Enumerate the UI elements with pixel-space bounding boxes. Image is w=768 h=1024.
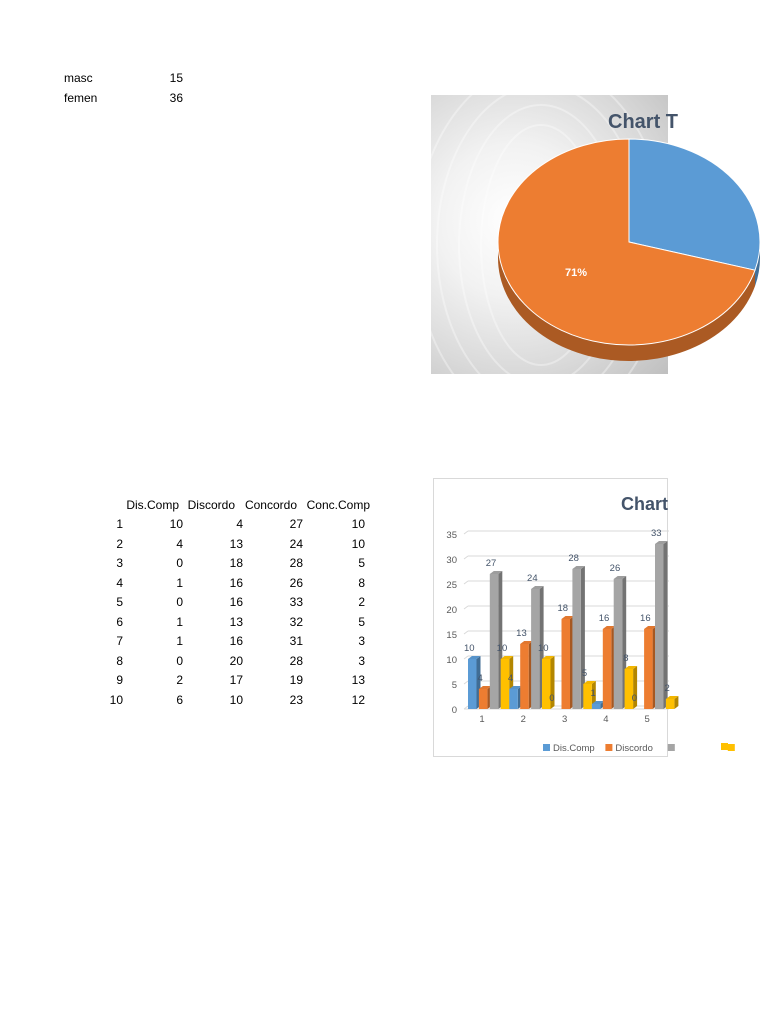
legend-swatch bbox=[728, 744, 735, 751]
bar-data-label: 4 bbox=[507, 673, 514, 684]
row-index: 6 bbox=[116, 614, 123, 629]
row-index: 8 bbox=[116, 653, 123, 668]
table-row bbox=[100, 671, 380, 690]
x-tick-label: 1 bbox=[479, 714, 485, 725]
gridline-stub bbox=[464, 681, 468, 684]
bar-chart-title: Chart bbox=[621, 494, 669, 514]
table-cell: 4 bbox=[236, 517, 243, 531]
table-row bbox=[100, 593, 380, 612]
x-tick-label: 4 bbox=[603, 714, 609, 725]
bar-data-label: 27 bbox=[485, 558, 497, 569]
table-cell: 33 bbox=[289, 595, 303, 609]
bar-data-label: 10 bbox=[496, 643, 508, 654]
row-index: 7 bbox=[116, 634, 123, 648]
table-cell: 31 bbox=[289, 634, 303, 648]
table-cell: 10 bbox=[169, 517, 183, 531]
y-tick-label: 10 bbox=[446, 655, 457, 666]
pie-chart-plot bbox=[431, 95, 668, 374]
row-index: 4 bbox=[116, 575, 123, 590]
y-tick-label: 20 bbox=[446, 605, 457, 616]
table-cell: 13 bbox=[229, 536, 243, 551]
table-cell: 20 bbox=[229, 653, 243, 668]
gridline-stub bbox=[464, 581, 468, 584]
legend-label: Dis.Comp bbox=[553, 743, 595, 754]
table-cell: 1 bbox=[176, 634, 183, 648]
table-cell: 0 bbox=[176, 653, 183, 668]
bar bbox=[501, 659, 510, 709]
gender-label: masc bbox=[64, 71, 93, 85]
table-row bbox=[100, 652, 380, 671]
table-cell: 16 bbox=[229, 595, 243, 609]
bar-data-label: 0 bbox=[549, 693, 555, 704]
gender-count: 15 bbox=[169, 71, 183, 85]
survey-response-table bbox=[100, 496, 380, 712]
table-cell: 12 bbox=[351, 692, 365, 707]
bar-data-label: 5 bbox=[581, 668, 588, 679]
table-cell: 32 bbox=[289, 614, 303, 629]
table-cell: 19 bbox=[289, 673, 303, 687]
table-cell: 13 bbox=[351, 673, 365, 687]
table-cell: 3 bbox=[358, 634, 365, 648]
table-cell: 8 bbox=[358, 575, 365, 590]
gridline-stub bbox=[464, 656, 468, 659]
table-cell: 16 bbox=[229, 634, 243, 648]
bar bbox=[666, 699, 675, 709]
table-cell: 4 bbox=[176, 536, 183, 551]
table-cell: 27 bbox=[289, 517, 303, 531]
bar-data-label: 28 bbox=[568, 553, 579, 564]
table-cell: 1 bbox=[176, 575, 183, 590]
table-cell: 28 bbox=[289, 556, 303, 570]
table-cell: 6 bbox=[176, 692, 183, 707]
y-tick-label: 5 bbox=[451, 680, 457, 691]
legend-swatch-series-4-overflow bbox=[721, 743, 728, 750]
y-tick-label: 25 bbox=[446, 580, 457, 591]
table-cell: 0 bbox=[176, 595, 183, 609]
table-row bbox=[100, 574, 380, 593]
bar-data-label: 10 bbox=[463, 643, 475, 654]
bar-data-label: 18 bbox=[557, 603, 569, 614]
bar-data-label: 33 bbox=[650, 528, 662, 539]
x-tick-label: 5 bbox=[644, 714, 650, 725]
y-tick-label: 30 bbox=[446, 555, 457, 566]
row-index: 2 bbox=[116, 536, 123, 551]
table-cell: 0 bbox=[176, 556, 183, 570]
legend-swatch bbox=[605, 744, 612, 751]
bar-data-label: 1 bbox=[590, 688, 596, 699]
table-cell: 2 bbox=[176, 673, 183, 687]
column-header: Dis.Comp bbox=[126, 498, 179, 512]
bar-data-label: 16 bbox=[598, 613, 610, 624]
table-cell: 10 bbox=[351, 517, 365, 531]
gridline-stub bbox=[464, 531, 468, 534]
bar bbox=[655, 544, 664, 709]
column-header: Concordo bbox=[244, 498, 297, 512]
table-row bbox=[100, 691, 380, 710]
table-row bbox=[100, 613, 380, 632]
table-cell: 17 bbox=[229, 673, 243, 687]
pie-chart-title: Chart T bbox=[608, 111, 678, 133]
bar bbox=[468, 659, 477, 709]
bar bbox=[509, 689, 518, 709]
bar bbox=[614, 579, 623, 709]
bar bbox=[572, 569, 581, 709]
table-row bbox=[100, 515, 380, 534]
table-cell: 10 bbox=[351, 536, 365, 551]
y-tick-label: 35 bbox=[446, 530, 457, 541]
y-tick-label: 15 bbox=[446, 630, 457, 641]
table-row bbox=[100, 554, 380, 573]
bar-data-label: 8 bbox=[623, 653, 629, 664]
gender-count: 36 bbox=[169, 91, 183, 105]
table-cell: 13 bbox=[229, 614, 243, 629]
bar bbox=[644, 629, 653, 709]
bar-chart bbox=[433, 478, 668, 757]
bar bbox=[520, 644, 529, 709]
table-cell: 2 bbox=[358, 595, 365, 609]
gridline-stub bbox=[464, 606, 468, 609]
bar-data-label: 13 bbox=[516, 628, 527, 639]
table-row bbox=[100, 535, 380, 554]
pie-chart bbox=[431, 95, 678, 374]
legend-label: Discordo bbox=[615, 743, 653, 754]
row-index: 3 bbox=[116, 556, 123, 570]
table-cell: 5 bbox=[358, 556, 365, 570]
bar-data-label: 26 bbox=[609, 563, 621, 574]
row-index: 10 bbox=[109, 692, 123, 707]
gridline-stub bbox=[464, 556, 468, 559]
bar bbox=[603, 629, 612, 709]
legend-swatch bbox=[543, 744, 550, 751]
bar-data-label: 24 bbox=[527, 573, 538, 584]
row-index: 9 bbox=[116, 673, 123, 687]
bar bbox=[479, 689, 488, 709]
column-header: Discordo bbox=[187, 498, 235, 512]
table-cell: 10 bbox=[229, 692, 243, 707]
x-tick-label: 3 bbox=[561, 714, 568, 725]
table-cell: 16 bbox=[229, 575, 243, 590]
x-tick-label: 2 bbox=[520, 714, 526, 725]
row-index: 5 bbox=[116, 595, 123, 609]
bar-data-label: 2 bbox=[664, 683, 670, 694]
bar-data-label: 10 bbox=[537, 643, 549, 654]
table-cell: 24 bbox=[289, 536, 303, 551]
gender-count-table bbox=[64, 69, 194, 109]
legend-swatch bbox=[668, 744, 675, 751]
bar bbox=[490, 574, 499, 709]
pie-data-label: 71% bbox=[564, 267, 588, 279]
gridline-stub bbox=[464, 631, 468, 634]
bar bbox=[562, 619, 571, 709]
table-row bbox=[100, 632, 380, 651]
column-header: Conc.Comp bbox=[306, 498, 370, 512]
table-cell: 26 bbox=[289, 575, 303, 590]
table-cell: 1 bbox=[176, 614, 183, 629]
bar-data-label: 4 bbox=[477, 673, 483, 684]
row-index: 1 bbox=[116, 517, 123, 531]
table-cell: 18 bbox=[229, 556, 243, 570]
table-cell: 5 bbox=[358, 614, 365, 629]
table-cell: 3 bbox=[358, 653, 365, 668]
bar-data-label: 16 bbox=[640, 613, 651, 624]
bar-data-label: 0 bbox=[631, 693, 638, 704]
bar bbox=[592, 704, 601, 709]
table-cell: 23 bbox=[289, 692, 303, 707]
table-cell: 28 bbox=[289, 653, 303, 668]
y-tick-label: 0 bbox=[451, 705, 457, 716]
bar-chart-plot bbox=[434, 479, 669, 758]
gender-label: femen bbox=[64, 91, 98, 105]
